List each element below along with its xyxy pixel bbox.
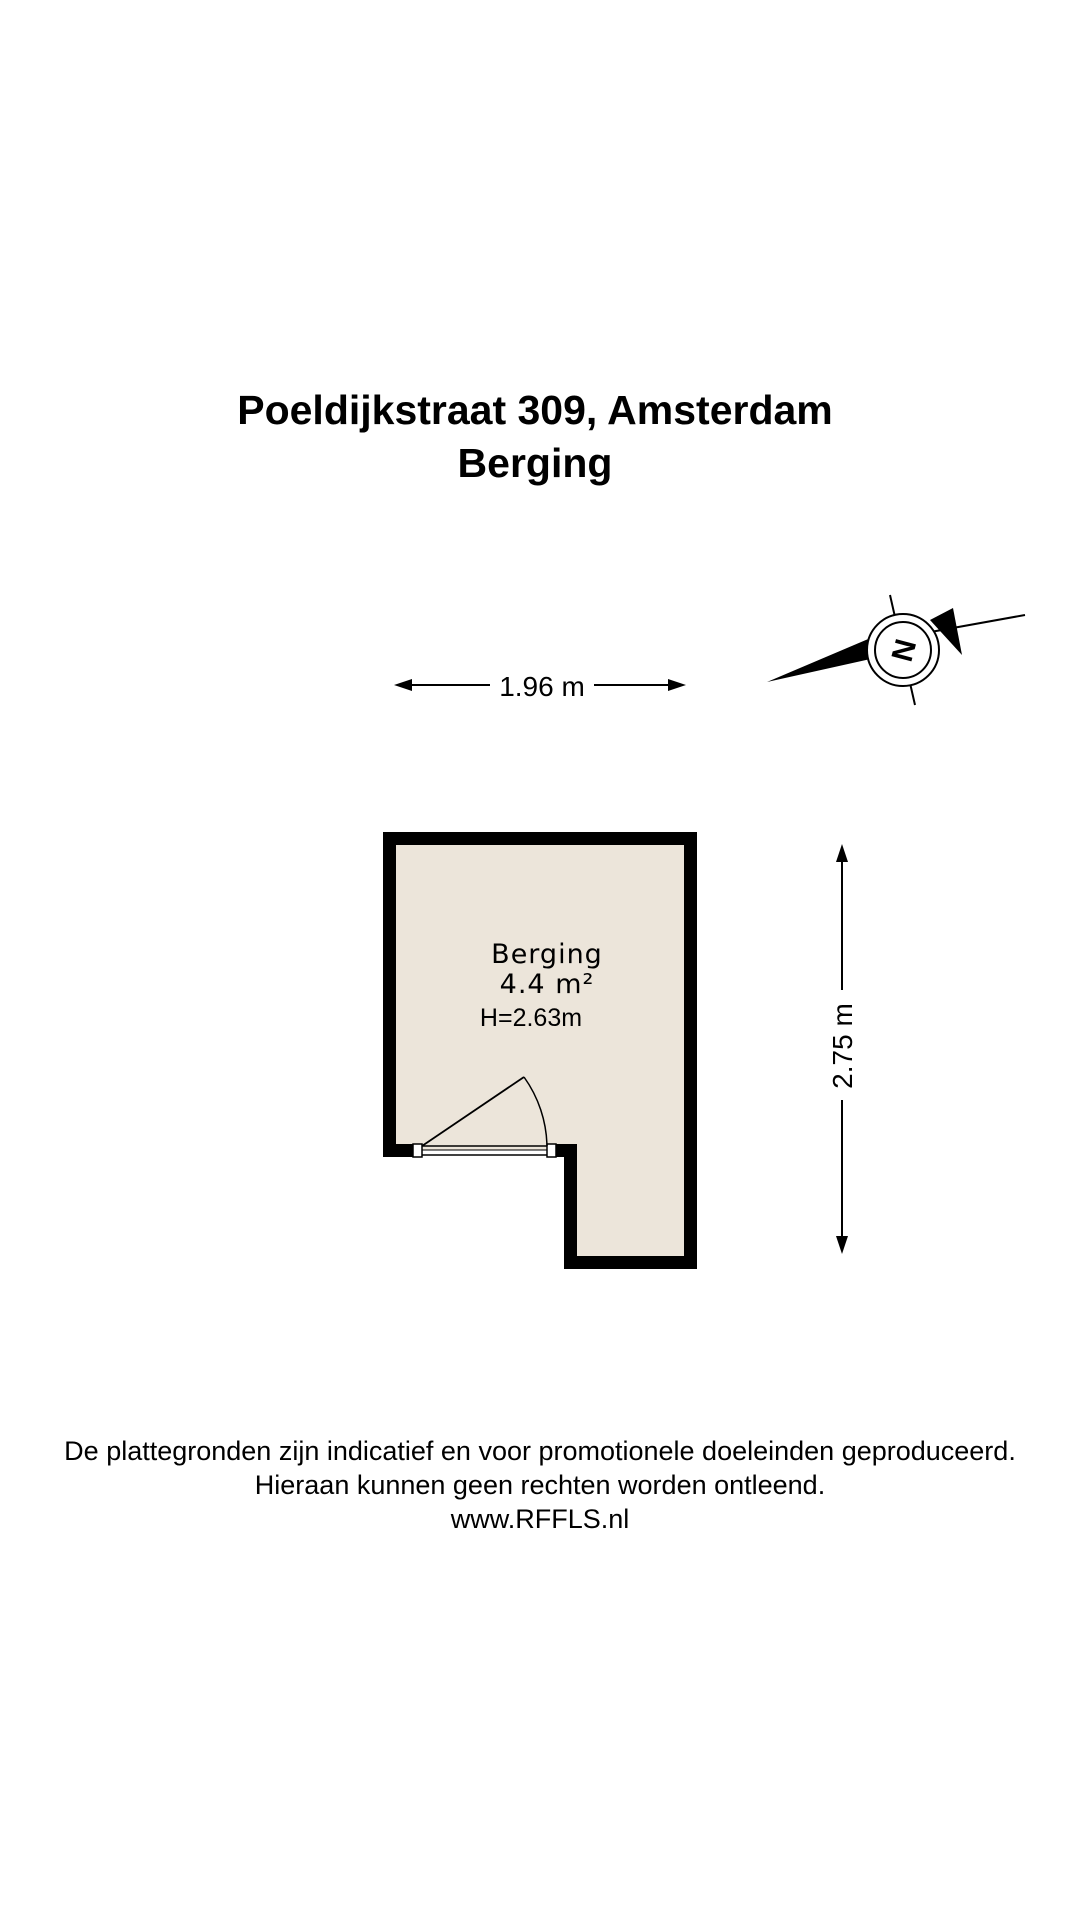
wall-left [383, 832, 396, 1157]
wall-top [383, 832, 697, 845]
website-link[interactable]: www.RFFLS.nl [450, 1504, 630, 1534]
width-dimension-label: 1.96 m [499, 671, 585, 702]
wall-right [684, 832, 697, 1269]
compass [767, 595, 1025, 705]
wall-bottom [564, 1256, 697, 1269]
height-dimension-label: 2.75 m [827, 1003, 858, 1089]
address-title: Poeldijkstraat 309, Amsterdam [237, 387, 833, 433]
width-arrowhead-right [668, 679, 686, 691]
disclaimer-line-2: Hieraan kunnen geen rechten worden ontleend. [254, 1470, 826, 1500]
wall-inner-vertical [564, 1144, 577, 1269]
floor-title: Berging [457, 440, 613, 486]
room-name: Berging [491, 939, 603, 970]
height-arrowhead-top [836, 844, 848, 862]
door-jamb-right [547, 1144, 556, 1157]
wall-stub-right [556, 1144, 577, 1157]
room-area: 4.4 m² [499, 969, 595, 1000]
door-jamb-left [413, 1144, 422, 1157]
width-arrowhead-left [394, 679, 412, 691]
compass-north-label: N [885, 635, 924, 666]
wall-stub-left [383, 1144, 413, 1157]
height-dimension [827, 844, 858, 1254]
room-ceiling-height: H=2.63m [479, 1004, 583, 1032]
width-dimension [394, 671, 686, 702]
compass-needle-west [767, 634, 884, 682]
room-floor [396, 845, 684, 1256]
height-arrowhead-bottom [836, 1236, 848, 1254]
disclaimer-line-1: De plattegronden zijn indicatief en voor promotionele doeleinden geproduceerd. [64, 1436, 1016, 1466]
